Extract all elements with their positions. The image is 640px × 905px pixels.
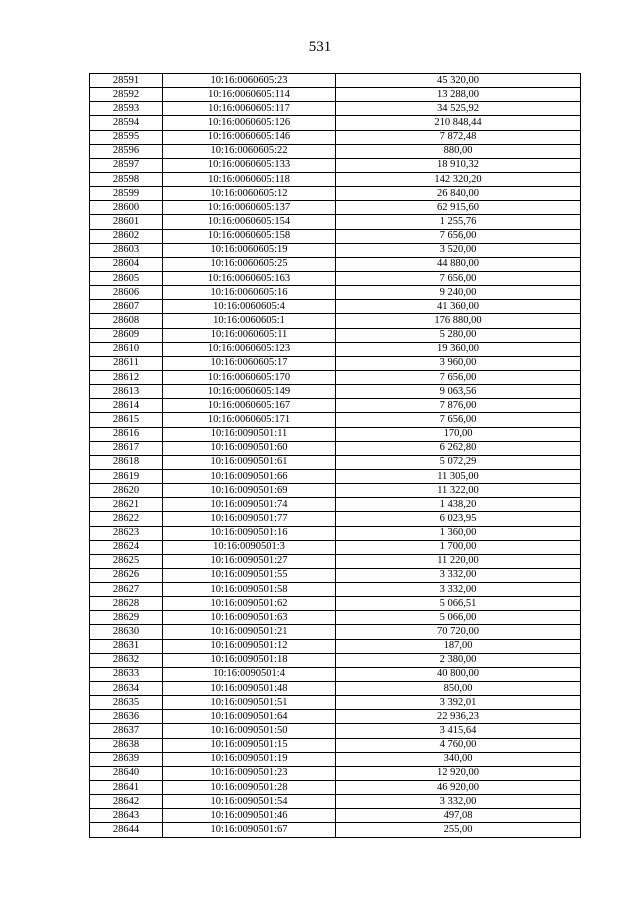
table-row — [90, 385, 581, 399]
table-row — [90, 484, 581, 498]
value-cell: 62 915,60 — [336, 201, 581, 215]
table-row — [90, 540, 581, 554]
cadastral-number-cell: 10:16:0060605:114 — [163, 88, 336, 102]
cadastral-number-cell: 10:16:0090501:4 — [163, 667, 336, 681]
cadastral-number-cell: 10:16:0090501:63 — [163, 611, 336, 625]
value-cell: 3 392,01 — [336, 696, 581, 710]
value-cell: 497,08 — [336, 809, 581, 823]
cadastral-number-cell: 10:16:0090501:3 — [163, 540, 336, 554]
row-number-cell: 28642 — [90, 795, 163, 809]
row-number-cell: 28620 — [90, 484, 163, 498]
cadastral-number-cell: 10:16:0090501:23 — [163, 766, 336, 780]
table-row — [90, 229, 581, 243]
cadastral-number-cell: 10:16:0090501:62 — [163, 597, 336, 611]
row-number-cell: 28619 — [90, 469, 163, 483]
value-cell: 9 063,56 — [336, 385, 581, 399]
table-row — [90, 88, 581, 102]
value-cell: 7 656,00 — [336, 229, 581, 243]
table-row — [90, 314, 581, 328]
cadastral-number-cell: 10:16:0090501:77 — [163, 512, 336, 526]
row-number-cell: 28617 — [90, 441, 163, 455]
table-row — [90, 201, 581, 215]
value-cell: 19 360,00 — [336, 342, 581, 356]
table-row — [90, 172, 581, 186]
cadastral-number-cell: 10:16:0060605:146 — [163, 130, 336, 144]
table-row — [90, 144, 581, 158]
cadastral-number-cell: 10:16:0060605:163 — [163, 271, 336, 285]
row-number-cell: 28621 — [90, 498, 163, 512]
table-row — [90, 526, 581, 540]
cadastral-number-cell: 10:16:0060605:1 — [163, 314, 336, 328]
cadastral-number-cell: 10:16:0060605:133 — [163, 158, 336, 172]
cadastral-number-cell: 10:16:0090501:66 — [163, 469, 336, 483]
value-cell: 5 072,29 — [336, 455, 581, 469]
table-row — [90, 498, 581, 512]
row-number-cell: 28618 — [90, 455, 163, 469]
value-cell: 34 525,92 — [336, 102, 581, 116]
table-row — [90, 427, 581, 441]
table-row — [90, 413, 581, 427]
row-number-cell: 28634 — [90, 682, 163, 696]
cadastral-number-cell: 10:16:0060605:137 — [163, 201, 336, 215]
value-cell: 12 920,00 — [336, 766, 581, 780]
row-number-cell: 28628 — [90, 597, 163, 611]
row-number-cell: 28626 — [90, 568, 163, 582]
table-row — [90, 568, 581, 582]
table-row — [90, 583, 581, 597]
table-row — [90, 370, 581, 384]
cadastral-number-cell: 10:16:0090501:61 — [163, 455, 336, 469]
value-cell: 1 438,20 — [336, 498, 581, 512]
row-number-cell: 28606 — [90, 286, 163, 300]
table-row — [90, 158, 581, 172]
table-row — [90, 639, 581, 653]
row-number-cell: 28636 — [90, 710, 163, 724]
row-number-cell: 28598 — [90, 172, 163, 186]
row-number-cell: 28608 — [90, 314, 163, 328]
cadastral-number-cell: 10:16:0060605:154 — [163, 215, 336, 229]
page-number: 531 — [308, 39, 332, 55]
table-row — [90, 724, 581, 738]
value-cell: 11 322,00 — [336, 484, 581, 498]
cadastral-number-cell: 10:16:0060605:25 — [163, 257, 336, 271]
row-number-cell: 28631 — [90, 639, 163, 653]
value-cell: 7 876,00 — [336, 399, 581, 413]
cadastral-number-cell: 10:16:0060605:17 — [163, 356, 336, 370]
registry-table — [89, 73, 581, 838]
table-row — [90, 102, 581, 116]
cadastral-number-cell: 10:16:0060605:23 — [163, 74, 336, 88]
value-cell: 7 656,00 — [336, 370, 581, 384]
table-row — [90, 243, 581, 257]
table-row — [90, 399, 581, 413]
table-row — [90, 766, 581, 780]
registry-table-body — [90, 74, 581, 838]
table-row — [90, 682, 581, 696]
table-row — [90, 710, 581, 724]
row-number-cell: 28600 — [90, 201, 163, 215]
table-row — [90, 823, 581, 837]
table-row — [90, 597, 581, 611]
cadastral-number-cell: 10:16:0090501:21 — [163, 625, 336, 639]
value-cell: 9 240,00 — [336, 286, 581, 300]
cadastral-number-cell: 10:16:0060605:117 — [163, 102, 336, 116]
cadastral-number-cell: 10:16:0060605:4 — [163, 300, 336, 314]
row-number-cell: 28624 — [90, 540, 163, 554]
table-row — [90, 653, 581, 667]
cadastral-number-cell: 10:16:0090501:48 — [163, 682, 336, 696]
cadastral-number-cell: 10:16:0090501:11 — [163, 427, 336, 441]
cadastral-number-cell: 10:16:0060605:170 — [163, 370, 336, 384]
value-cell: 45 320,00 — [336, 74, 581, 88]
value-cell: 11 305,00 — [336, 469, 581, 483]
table-row — [90, 554, 581, 568]
row-number-cell: 28623 — [90, 526, 163, 540]
value-cell: 40 800,00 — [336, 667, 581, 681]
row-number-cell: 28616 — [90, 427, 163, 441]
cadastral-number-cell: 10:16:0090501:16 — [163, 526, 336, 540]
table-row — [90, 781, 581, 795]
value-cell: 70 720,00 — [336, 625, 581, 639]
cadastral-number-cell: 10:16:0090501:50 — [163, 724, 336, 738]
row-number-cell: 28605 — [90, 271, 163, 285]
table-row — [90, 74, 581, 88]
table-row — [90, 286, 581, 300]
row-number-cell: 28604 — [90, 257, 163, 271]
value-cell: 13 288,00 — [336, 88, 581, 102]
cadastral-number-cell: 10:16:0090501:51 — [163, 696, 336, 710]
value-cell: 5 280,00 — [336, 328, 581, 342]
table-row — [90, 441, 581, 455]
row-number-cell: 28637 — [90, 724, 163, 738]
table-row — [90, 667, 581, 681]
cadastral-number-cell: 10:16:0060605:16 — [163, 286, 336, 300]
cadastral-number-cell: 10:16:0090501:28 — [163, 781, 336, 795]
value-cell: 170,00 — [336, 427, 581, 441]
table-row — [90, 356, 581, 370]
table-row — [90, 215, 581, 229]
row-number-cell: 28633 — [90, 667, 163, 681]
cadastral-number-cell: 10:16:0090501:19 — [163, 752, 336, 766]
value-cell: 5 066,51 — [336, 597, 581, 611]
value-cell: 3 332,00 — [336, 583, 581, 597]
row-number-cell: 28613 — [90, 385, 163, 399]
table-row — [90, 187, 581, 201]
cadastral-number-cell: 10:16:0090501:58 — [163, 583, 336, 597]
table-row — [90, 512, 581, 526]
cadastral-number-cell: 10:16:0090501:27 — [163, 554, 336, 568]
value-cell: 7 872,48 — [336, 130, 581, 144]
cadastral-number-cell: 10:16:0090501:55 — [163, 568, 336, 582]
cadastral-number-cell: 10:16:0060605:167 — [163, 399, 336, 413]
cadastral-number-cell: 10:16:0090501:69 — [163, 484, 336, 498]
cadastral-number-cell: 10:16:0090501:54 — [163, 795, 336, 809]
table-row — [90, 469, 581, 483]
row-number-cell: 28610 — [90, 342, 163, 356]
row-number-cell: 28596 — [90, 144, 163, 158]
row-number-cell: 28592 — [90, 88, 163, 102]
table-row — [90, 809, 581, 823]
table-row — [90, 625, 581, 639]
value-cell: 142 320,20 — [336, 172, 581, 186]
row-number-cell: 28629 — [90, 611, 163, 625]
table-row — [90, 130, 581, 144]
value-cell: 7 656,00 — [336, 413, 581, 427]
value-cell: 3 415,64 — [336, 724, 581, 738]
value-cell: 1 360,00 — [336, 526, 581, 540]
value-cell: 176 880,00 — [336, 314, 581, 328]
value-cell: 1 700,00 — [336, 540, 581, 554]
row-number-cell: 28630 — [90, 625, 163, 639]
table-row — [90, 328, 581, 342]
cadastral-number-cell: 10:16:0090501:64 — [163, 710, 336, 724]
cadastral-number-cell: 10:16:0060605:22 — [163, 144, 336, 158]
row-number-cell: 28607 — [90, 300, 163, 314]
row-number-cell: 28622 — [90, 512, 163, 526]
cadastral-number-cell: 10:16:0060605:12 — [163, 187, 336, 201]
row-number-cell: 28632 — [90, 653, 163, 667]
cadastral-number-cell: 10:16:0090501:46 — [163, 809, 336, 823]
value-cell: 255,00 — [336, 823, 581, 837]
cadastral-number-cell: 10:16:0060605:123 — [163, 342, 336, 356]
cadastral-number-cell: 10:16:0090501:15 — [163, 738, 336, 752]
value-cell: 187,00 — [336, 639, 581, 653]
row-number-cell: 28638 — [90, 738, 163, 752]
value-cell: 3 520,00 — [336, 243, 581, 257]
table-row — [90, 342, 581, 356]
value-cell: 11 220,00 — [336, 554, 581, 568]
row-number-cell: 28593 — [90, 102, 163, 116]
value-cell: 3 960,00 — [336, 356, 581, 370]
cadastral-number-cell: 10:16:0090501:60 — [163, 441, 336, 455]
row-number-cell: 28597 — [90, 158, 163, 172]
row-number-cell: 28643 — [90, 809, 163, 823]
row-number-cell: 28614 — [90, 399, 163, 413]
row-number-cell: 28627 — [90, 583, 163, 597]
row-number-cell: 28602 — [90, 229, 163, 243]
row-number-cell: 28639 — [90, 752, 163, 766]
cadastral-number-cell: 10:16:0060605:19 — [163, 243, 336, 257]
row-number-cell: 28611 — [90, 356, 163, 370]
cadastral-number-cell: 10:16:0060605:118 — [163, 172, 336, 186]
value-cell: 3 332,00 — [336, 795, 581, 809]
row-number-cell: 28612 — [90, 370, 163, 384]
table-row — [90, 116, 581, 130]
row-number-cell: 28609 — [90, 328, 163, 342]
row-number-cell: 28595 — [90, 130, 163, 144]
row-number-cell: 28644 — [90, 823, 163, 837]
value-cell: 7 656,00 — [336, 271, 581, 285]
cadastral-number-cell: 10:16:0060605:171 — [163, 413, 336, 427]
table-row — [90, 752, 581, 766]
cadastral-number-cell: 10:16:0090501:12 — [163, 639, 336, 653]
cadastral-number-cell: 10:16:0090501:67 — [163, 823, 336, 837]
value-cell: 850,00 — [336, 682, 581, 696]
value-cell: 41 360,00 — [336, 300, 581, 314]
table-row — [90, 257, 581, 271]
row-number-cell: 28601 — [90, 215, 163, 229]
table-row — [90, 271, 581, 285]
cadastral-number-cell: 10:16:0090501:18 — [163, 653, 336, 667]
cadastral-number-cell: 10:16:0060605:149 — [163, 385, 336, 399]
cadastral-number-cell: 10:16:0060605:126 — [163, 116, 336, 130]
value-cell: 26 840,00 — [336, 187, 581, 201]
value-cell: 1 255,76 — [336, 215, 581, 229]
row-number-cell: 28635 — [90, 696, 163, 710]
value-cell: 210 848,44 — [336, 116, 581, 130]
value-cell: 4 760,00 — [336, 738, 581, 752]
value-cell: 340,00 — [336, 752, 581, 766]
row-number-cell: 28625 — [90, 554, 163, 568]
value-cell: 2 380,00 — [336, 653, 581, 667]
table-row — [90, 300, 581, 314]
cadastral-number-cell: 10:16:0060605:158 — [163, 229, 336, 243]
value-cell: 18 910,32 — [336, 158, 581, 172]
cadastral-number-cell: 10:16:0090501:74 — [163, 498, 336, 512]
row-number-cell: 28615 — [90, 413, 163, 427]
table-row — [90, 738, 581, 752]
value-cell: 46 920,00 — [336, 781, 581, 795]
row-number-cell: 28603 — [90, 243, 163, 257]
row-number-cell: 28591 — [90, 74, 163, 88]
row-number-cell: 28641 — [90, 781, 163, 795]
cadastral-number-cell: 10:16:0060605:11 — [163, 328, 336, 342]
table-row — [90, 455, 581, 469]
table-row — [90, 696, 581, 710]
value-cell: 44 880,00 — [336, 257, 581, 271]
table-row — [90, 611, 581, 625]
value-cell: 6 262,80 — [336, 441, 581, 455]
value-cell: 5 066,00 — [336, 611, 581, 625]
row-number-cell: 28640 — [90, 766, 163, 780]
value-cell: 22 936,23 — [336, 710, 581, 724]
value-cell: 6 023,95 — [336, 512, 581, 526]
row-number-cell: 28594 — [90, 116, 163, 130]
table-row — [90, 795, 581, 809]
value-cell: 3 332,00 — [336, 568, 581, 582]
value-cell: 880,00 — [336, 144, 581, 158]
row-number-cell: 28599 — [90, 187, 163, 201]
